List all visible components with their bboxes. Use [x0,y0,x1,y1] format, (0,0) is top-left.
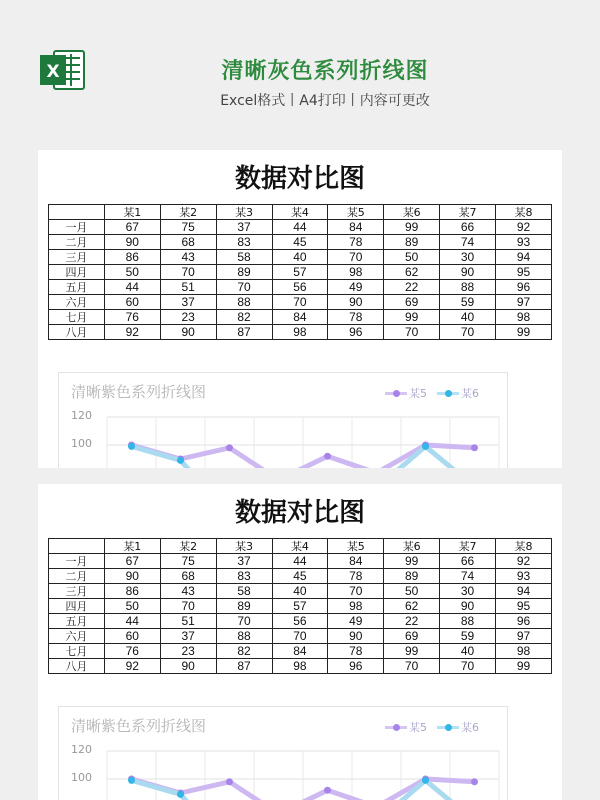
row-label: 三月 [49,250,105,265]
table-cell: 59 [440,295,496,310]
column-header: 某1 [104,205,160,220]
table-cell: 84 [272,644,328,659]
column-header: 某6 [384,205,440,220]
table-cell: 86 [104,584,160,599]
row-label: 六月 [49,295,105,310]
table-cell: 50 [104,599,160,614]
table-row [49,265,552,280]
table-cell: 57 [272,265,328,280]
table-cell: 44 [104,280,160,295]
table-cell: 67 [104,220,160,235]
table-cell: 88 [440,614,496,629]
table-row [49,569,552,584]
table-cell: 78 [328,569,384,584]
table-cell: 51 [160,280,216,295]
table-cell: 84 [272,310,328,325]
table-cell: 70 [216,280,272,295]
table-cell: 76 [104,310,160,325]
data-point [177,457,184,464]
data-point [422,443,429,450]
table-cell: 96 [496,280,552,295]
table-cell: 83 [216,569,272,584]
table-cell: 89 [216,265,272,280]
table-cell: 92 [104,325,160,340]
column-header: 某4 [272,205,328,220]
table-cell: 74 [440,235,496,250]
table-cell: 70 [272,295,328,310]
table-cell: 92 [496,220,552,235]
table-row [49,280,552,295]
table-cell: 97 [496,295,552,310]
row-label: 二月 [49,569,105,584]
table-cell: 70 [328,584,384,599]
table-cell: 87 [216,659,272,674]
table-row [49,554,552,569]
column-header [49,205,105,220]
table-cell: 88 [216,295,272,310]
table-row [49,250,552,265]
row-label: 四月 [49,599,105,614]
row-label: 一月 [49,554,105,569]
table-cell: 70 [272,629,328,644]
table-cell: 58 [216,584,272,599]
page-title: 清晰灰色系列折线图 [221,59,429,84]
row-label: 五月 [49,614,105,629]
row-label: 二月 [49,235,105,250]
table-cell: 92 [496,554,552,569]
data-point [471,778,478,785]
data-point [177,791,184,798]
table-cell: 70 [384,325,440,340]
table-cell: 92 [104,659,160,674]
legend-item: 某6 [437,719,479,735]
row-label: 一月 [49,220,105,235]
table-cell: 50 [104,265,160,280]
table-cell: 68 [160,235,216,250]
data-point [128,443,135,450]
table-header-row [49,205,552,220]
table-cell: 70 [440,325,496,340]
table-row [49,310,552,325]
table-cell: 37 [160,629,216,644]
column-header: 某7 [440,539,496,554]
table-cell: 98 [328,599,384,614]
data-point [226,778,233,785]
table-cell: 62 [384,265,440,280]
data-table [48,538,552,674]
row-label: 八月 [49,325,105,340]
table-cell: 99 [384,220,440,235]
table-cell: 86 [104,250,160,265]
table-cell: 95 [496,265,552,280]
row-label: 七月 [49,310,105,325]
table-row [49,629,552,644]
table-cell: 50 [384,584,440,599]
table-cell: 99 [384,644,440,659]
excel-icon [38,48,86,92]
sheet-title: 数据对比图 [234,164,365,194]
table-cell: 66 [440,554,496,569]
table-cell: 97 [496,629,552,644]
table-cell: 49 [328,280,384,295]
column-header: 某5 [328,539,384,554]
table-cell: 43 [160,584,216,599]
table-cell: 98 [496,644,552,659]
table-cell: 99 [496,325,552,340]
table-cell: 37 [216,554,272,569]
table-cell: 93 [496,235,552,250]
column-header: 某1 [104,539,160,554]
data-point [324,787,331,794]
table-cell: 90 [160,325,216,340]
y-tick-label: 100 [71,771,92,784]
row-label: 三月 [49,584,105,599]
table-row [49,644,552,659]
column-header: 某3 [216,205,272,220]
table-cell: 83 [216,235,272,250]
table-cell: 96 [328,659,384,674]
line-chart [58,372,508,468]
table-row [49,220,552,235]
table-cell: 69 [384,629,440,644]
column-header [49,539,105,554]
table-cell: 75 [160,554,216,569]
table-cell: 70 [384,659,440,674]
table-cell: 90 [104,569,160,584]
table-cell: 89 [384,235,440,250]
table-cell: 44 [104,614,160,629]
table-cell: 59 [440,629,496,644]
table-cell: 96 [496,614,552,629]
legend-item: 某6 [437,385,479,401]
page-header [0,0,600,150]
y-tick-label: 100 [71,437,92,450]
table-cell: 78 [328,235,384,250]
table-cell: 98 [328,265,384,280]
table-cell: 99 [384,554,440,569]
table-cell: 88 [440,280,496,295]
chart-title: 清晰紫色系列折线图 [71,717,207,735]
table-row [49,599,552,614]
table-cell: 57 [272,599,328,614]
row-label: 八月 [49,659,105,674]
table-cell: 70 [216,614,272,629]
table-cell: 70 [440,659,496,674]
table-cell: 69 [384,295,440,310]
row-label: 四月 [49,265,105,280]
sheet-title: 数据对比图 [234,498,365,528]
table-cell: 90 [328,629,384,644]
table-cell: 40 [440,310,496,325]
column-header: 某2 [160,539,216,554]
table-cell: 44 [272,220,328,235]
row-label: 六月 [49,629,105,644]
data-table [48,204,552,340]
table-cell: 45 [272,569,328,584]
table-cell: 30 [440,250,496,265]
table-cell: 90 [328,295,384,310]
column-header: 某4 [272,539,328,554]
column-header: 某5 [328,205,384,220]
data-point [422,777,429,784]
table-cell: 89 [216,599,272,614]
table-cell: 87 [216,325,272,340]
table-cell: 50 [384,250,440,265]
table-row [49,235,552,250]
table-cell: 51 [160,614,216,629]
row-label: 七月 [49,644,105,659]
table-row [49,614,552,629]
table-cell: 68 [160,569,216,584]
column-header: 某2 [160,205,216,220]
table-cell: 66 [440,220,496,235]
table-cell: 70 [328,250,384,265]
table-cell: 22 [384,614,440,629]
table-cell: 93 [496,569,552,584]
table-cell: 78 [328,310,384,325]
table-cell: 95 [496,599,552,614]
table-cell: 75 [160,220,216,235]
table-cell: 60 [104,295,160,310]
table-cell: 82 [216,644,272,659]
table-cell: 44 [272,554,328,569]
legend-item: 某5 [385,719,427,735]
column-header: 某8 [496,539,552,554]
table-row [49,584,552,599]
table-cell: 88 [216,629,272,644]
table-cell: 98 [272,325,328,340]
column-header: 某8 [496,205,552,220]
table-cell: 22 [384,280,440,295]
chart-title: 清晰紫色系列折线图 [71,383,207,401]
sheet-preview [38,150,562,468]
svg-text:X: X [46,62,60,82]
table-cell: 98 [272,659,328,674]
table-cell: 62 [384,599,440,614]
table-cell: 76 [104,644,160,659]
y-tick-label: 120 [71,409,92,422]
table-cell: 78 [328,644,384,659]
data-point [226,444,233,451]
table-row [49,659,552,674]
table-cell: 23 [160,310,216,325]
table-header-row [49,539,552,554]
table-cell: 82 [216,310,272,325]
table-row [49,295,552,310]
table-cell: 90 [104,235,160,250]
table-cell: 90 [440,599,496,614]
page-subtitle: Excel格式丨A4打印丨内容可更改 [220,93,430,109]
table-cell: 43 [160,250,216,265]
table-cell: 70 [160,599,216,614]
table-row [49,325,552,340]
table-cell: 67 [104,554,160,569]
column-header: 某7 [440,205,496,220]
table-cell: 96 [328,325,384,340]
data-point [471,444,478,451]
line-chart [58,706,508,800]
data-point [324,453,331,460]
table-cell: 45 [272,235,328,250]
table-cell: 60 [104,629,160,644]
table-cell: 94 [496,584,552,599]
table-cell: 58 [216,250,272,265]
data-point [128,777,135,784]
column-header: 某3 [216,539,272,554]
table-cell: 84 [328,554,384,569]
table-cell: 98 [496,310,552,325]
table-cell: 74 [440,569,496,584]
sheet-preview [38,484,562,800]
y-tick-label: 120 [71,743,92,756]
table-cell: 90 [160,659,216,674]
column-header: 某6 [384,539,440,554]
table-cell: 70 [160,265,216,280]
table-cell: 90 [440,265,496,280]
row-label: 五月 [49,280,105,295]
table-cell: 56 [272,614,328,629]
table-cell: 40 [272,250,328,265]
table-cell: 99 [384,310,440,325]
table-cell: 40 [272,584,328,599]
table-cell: 37 [216,220,272,235]
table-cell: 40 [440,644,496,659]
table-cell: 49 [328,614,384,629]
legend-item: 某5 [385,385,427,401]
table-cell: 99 [496,659,552,674]
table-cell: 84 [328,220,384,235]
table-cell: 56 [272,280,328,295]
table-cell: 37 [160,295,216,310]
table-cell: 23 [160,644,216,659]
table-cell: 94 [496,250,552,265]
table-cell: 89 [384,569,440,584]
table-cell: 30 [440,584,496,599]
